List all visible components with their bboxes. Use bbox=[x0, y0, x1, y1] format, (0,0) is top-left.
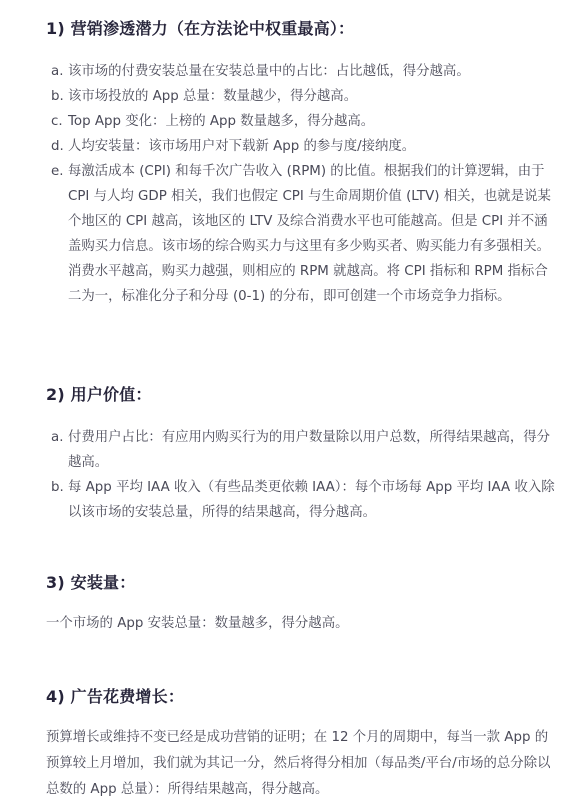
section-heading: 3) 安装量： bbox=[46, 573, 136, 592]
list-item bbox=[46, 109, 556, 134]
list-marker: b. bbox=[51, 480, 64, 495]
list-item bbox=[46, 475, 556, 525]
list-marker: d. bbox=[51, 139, 64, 154]
section-heading: 2) 用户价值： bbox=[46, 385, 152, 404]
list-marker: c. bbox=[51, 114, 63, 129]
list-item-text: Top App 变化：上榜的 App 数量越多，得分越高。 bbox=[68, 114, 375, 129]
criteria-list bbox=[46, 59, 556, 309]
section-heading: 1) 营销渗透潜力（在方法论中权重最高）： bbox=[46, 19, 355, 38]
list-marker: a. bbox=[51, 430, 64, 445]
section-marketing-potential bbox=[46, 16, 556, 309]
section-paragraph: 预算增长或维持不变已经是成功营销的证明；在 12 个月的周期中，每当一款 App 的预算较上月增加，我们就为其记一分，然后将得分相加（每品类/平台/市场的总分除以总数的 App 总量）：所得结果越高，得分越高。 bbox=[46, 730, 551, 797]
section-ad-spend-growth bbox=[46, 684, 556, 803]
section-user-value bbox=[46, 382, 556, 525]
list-marker: a. bbox=[51, 64, 64, 79]
list-item bbox=[46, 134, 556, 159]
list-item-text: 该市场投放的 App 总量：数量越少，得分越高。 bbox=[68, 89, 358, 104]
list-item-text: 每 App 平均 IAA 收入（有些品类更依赖 IAA）：每个市场每 App 平均 IAA 收入除以该市场的安装总量，所得的结果越高，得分越高。 bbox=[68, 480, 555, 520]
list-item bbox=[46, 425, 556, 475]
section-heading: 4) 广告花费增长： bbox=[46, 687, 185, 706]
list-item bbox=[46, 84, 556, 109]
list-item-text: 每激活成本 (CPI) 和每千次广告收入 (RPM) 的比值。根据我们的计算逻辑，由于 CPI 与人均 GDP 相关，我们也假定 CPI 与生命周期价值 (LTV) 相关，也就是说某个地区的 CPI 越高，该地区的 LTV 及综合消费水平也可能越高。但是 CPI 并不涵盖购买力信息。该市场的综合购买力与这里有多少购买者、购买能力有多强相关。消费水平越高，购买力越强，则相应的 RPM 就越高。将 CPI 指标和 RPM 指标合二为一，标准化分子和分母 (0-1) 的分布，即可创建一个市场竞争力指标。 bbox=[68, 164, 551, 304]
list-marker: b. bbox=[51, 89, 64, 104]
list-marker: e. bbox=[51, 164, 64, 179]
list-item-text: 付费用户占比：有应用内购买行为的用户数量除以用户总数，所得结果越高，得分越高。 bbox=[68, 430, 551, 470]
section-install-volume bbox=[46, 570, 556, 637]
list-item-text: 该市场的付费安装总量在安装总量中的占比：占比越低，得分越高。 bbox=[68, 64, 470, 79]
section-paragraph: 一个市场的 App 安装总量：数量越多，得分越高。 bbox=[46, 616, 349, 631]
list-item bbox=[46, 159, 556, 309]
list-item-text: 人均安装量：该市场用户对下载新 App 的参与度/接纳度。 bbox=[68, 139, 416, 154]
list-item bbox=[46, 59, 556, 84]
criteria-list bbox=[46, 425, 556, 525]
